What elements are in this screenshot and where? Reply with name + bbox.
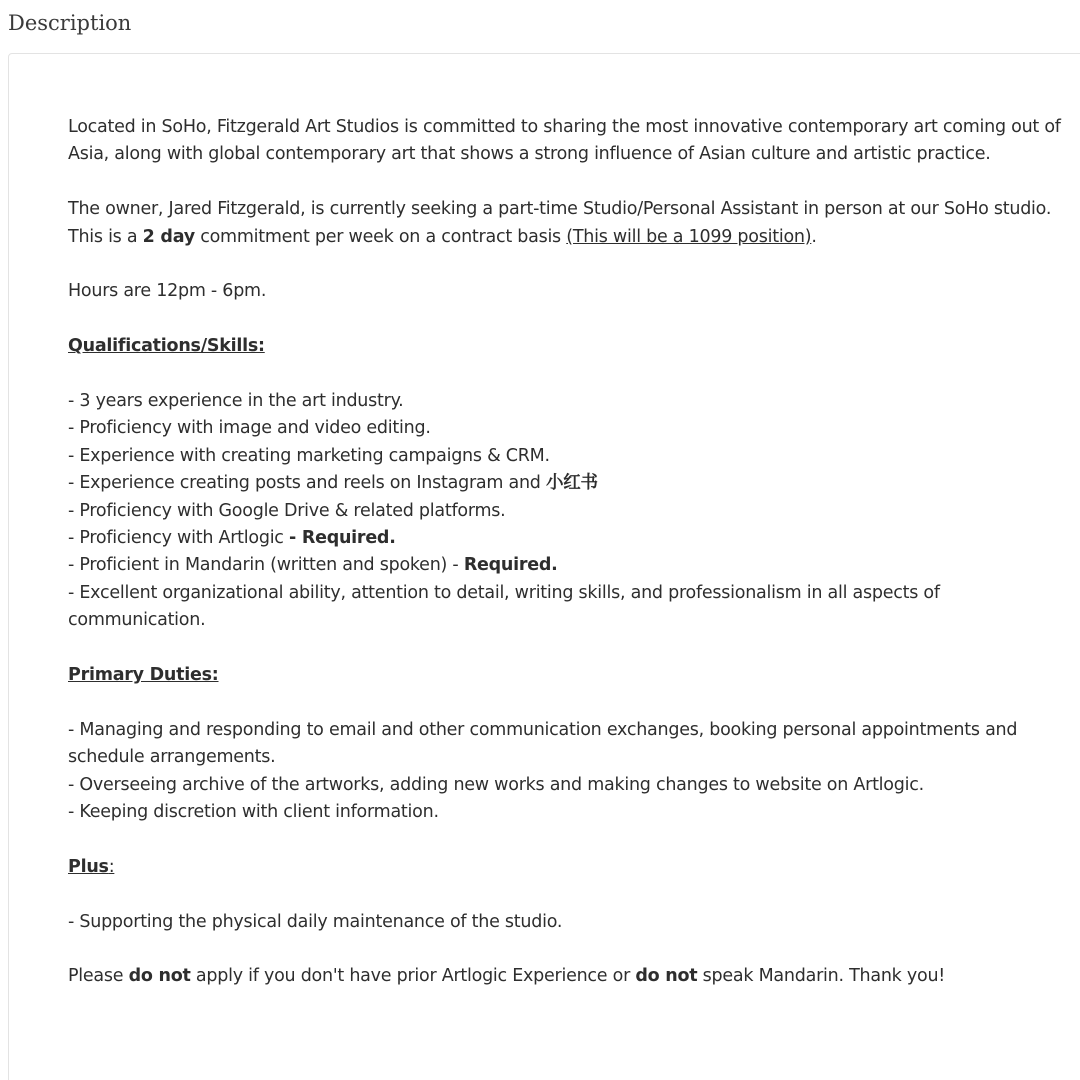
list-item: - Proficiency with Google Drive & related platforms. [68, 500, 506, 521]
plus-list [68, 909, 1068, 936]
description-content [68, 114, 1068, 1018]
days-bold: 2 day [142, 226, 195, 247]
list-item-text: - Proficiency with Artlogic [68, 528, 289, 549]
list-item: - Excellent organizational ability, attention to detail, writing skills, and professionalism in all aspects of communication. [68, 582, 940, 631]
list-item: - Experience with creating marketing campaigns & CRM. [68, 445, 550, 466]
list-item: - Proficiency with image and video editing. [68, 418, 431, 439]
list-item: - 3 years experience in the art industry. [68, 391, 404, 411]
list-item-text: - Experience creating posts and reels on Instagram and [68, 473, 546, 494]
hours-paragraph: Hours are 12pm - 6pm. [68, 281, 267, 302]
list-item [68, 552, 1068, 579]
duties-heading: Primary Duties: [68, 665, 219, 686]
closing-bold: do not [635, 966, 698, 987]
closing-text: speak Mandarin. Thank you! [697, 966, 946, 987]
intro-paragraph: Located in SoHo, Fitzgerald Art Studios is committed to sharing the most innovative contemporary art coming out of Asia, along with global contemporary art that shows a strong influence of Asian culture and artistic practice. [68, 117, 1061, 165]
section-title: Description [8, 11, 132, 35]
list-item: - Overseeing archive of the artworks, adding new works and making changes to website on Artlogic. [68, 774, 924, 795]
list-item-text: - Proficient in Mandarin (written and spoken) - [68, 555, 464, 576]
plus-heading-text: Plus [68, 856, 109, 877]
artlogic-required: - Required. [289, 528, 396, 549]
position-end: . [811, 226, 817, 247]
list-item: - Keeping discretion with client information. [68, 802, 439, 823]
qualifications-heading: Qualifications/Skills: [68, 336, 265, 357]
closing-text: Please [68, 966, 129, 987]
qualifications-list [68, 388, 1068, 635]
contract-note: (This will be a 1099 position) [566, 226, 812, 247]
closing-bold: do not [128, 966, 191, 987]
list-item [68, 525, 1068, 552]
closing-text: apply if you don't have prior Artlogic Experience or [190, 966, 636, 987]
position-paragraph [68, 196, 1068, 251]
plus-heading [68, 854, 1068, 881]
closing-paragraph [68, 963, 1068, 990]
mandarin-required: Required. [463, 555, 558, 576]
position-text-2: commitment per week on a contract basis [194, 226, 567, 247]
list-item: - Supporting the physical daily maintenance of the studio. [68, 911, 563, 932]
list-item: - Managing and responding to email and other communication exchanges, booking personal appointments and schedule arrangements. [68, 719, 1018, 768]
plus-heading-colon: : [108, 856, 115, 877]
duties-list [68, 717, 1068, 827]
position-text: The owner, Jared Fitzgerald, is currently seeking a part-time Studio/Personal Assistant in person at our SoHo studio. This is a [68, 199, 1052, 247]
list-item [68, 470, 1068, 497]
xiaohongshu-text: 小红书 [545, 473, 598, 494]
